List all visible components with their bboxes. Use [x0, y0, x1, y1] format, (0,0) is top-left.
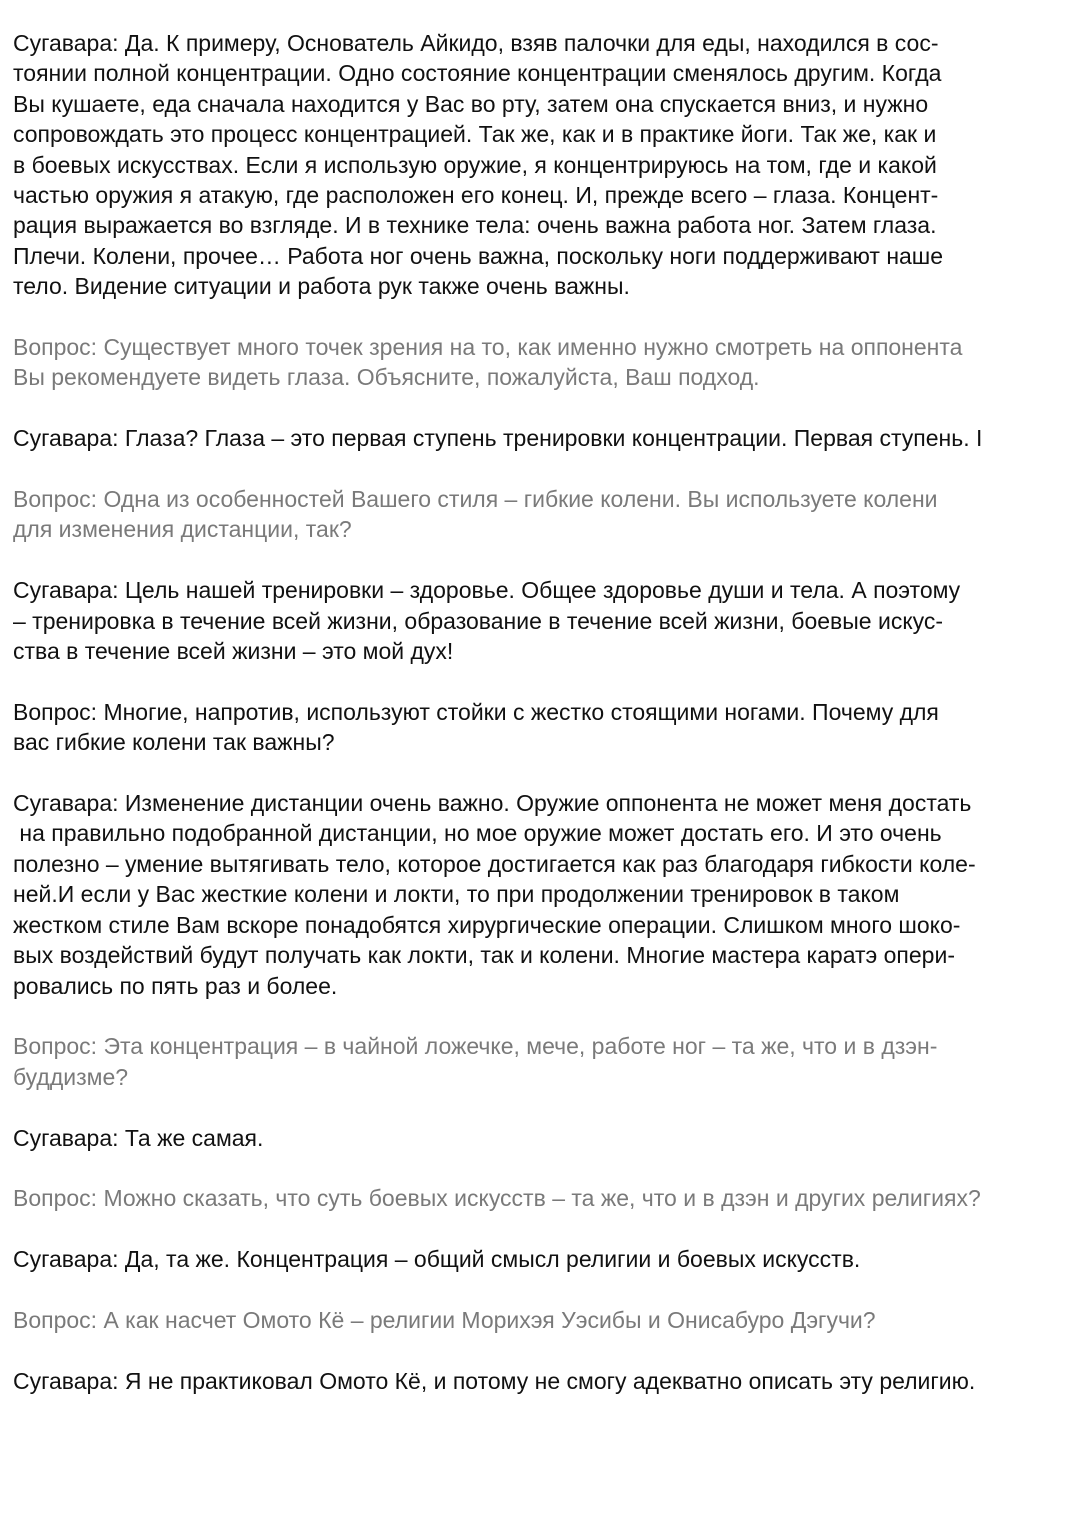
answer-paragraph — [13, 1123, 1080, 1153]
question-paragraph — [13, 1031, 1080, 1092]
text-line: в боевых искусствах. Если я использую оружие, я концентрируюсь на том, где и какой — [13, 151, 937, 178]
text-line: вас гибкие колени так важны? — [13, 729, 335, 756]
question-paragraph — [13, 332, 1080, 393]
text-line: вых воздействий будут получать как локти, так и колени. Многие мастера каратэ опери- — [13, 942, 955, 969]
question-paragraph-dark — [13, 697, 1080, 758]
answer-paragraph — [13, 1244, 1080, 1274]
answer-paragraph — [13, 28, 1080, 302]
text-line: тоянии полной концентрации. Одно состояние концентрации сменялось другим. Когда — [13, 60, 942, 87]
answer-paragraph — [13, 575, 1080, 666]
text-line: Плечи. Колени, прочее… Работа ног очень важна, поскольку ноги поддерживают наше — [13, 242, 944, 269]
text-line: Сугавара: Глаза? Глаза – это первая ступень тренировки концентрации. Первая ступень. I — [13, 425, 983, 452]
text-line: Вопрос: Существует много точек зрения на то, как именно нужно смотреть на оппонента — [13, 334, 963, 361]
answer-paragraph — [13, 788, 1080, 1001]
text-line: Вопрос: А как насчет Омото Кё – религии Морихэя Уэсибы и Онисабуро Дэгучи? — [13, 1306, 876, 1333]
question-paragraph — [13, 484, 1080, 545]
text-line: Вы рекомендуете видеть глаза. Объясните, пожалуйста, Ваш подход. — [13, 364, 760, 391]
document-body — [13, 28, 1080, 1426]
text-line: Вы кушаете, еда сначала находится у Вас во рту, затем она спускается вниз, и нужно — [13, 90, 929, 117]
text-line: для изменения дистанции, так? — [13, 516, 352, 543]
text-line: сопровождать это процесс концентрацией. Так же, как и в практике йоги. Так же, как и — [13, 121, 937, 148]
text-line: тело. Видение ситуации и работа рук также очень важны. — [13, 273, 630, 300]
question-paragraph — [13, 1305, 1080, 1335]
text-line: ней.И если у Вас жесткие колени и локти, то при продолжении тренировок в таком — [13, 881, 900, 908]
text-line: полезно – умение вытягивать тело, которое достигается как раз благодаря гибкости коле- — [13, 850, 976, 877]
text-line: – тренировка в течение всей жизни, образование в течение всей жизни, боевые искус- — [13, 607, 944, 634]
text-line: Сугавара: Цель нашей тренировки – здоровье. Общее здоровье души и тела. А поэтому — [13, 577, 961, 604]
question-paragraph — [13, 1183, 1080, 1213]
text-line: Сугавара: Да, та же. Концентрация – общий смысл религии и боевых искусств. — [13, 1246, 861, 1273]
text-line: ства в течение всей жизни – это мой дух! — [13, 638, 454, 665]
text-line: Вопрос: Многие, напротив, используют стойки с жестко стоящими ногами. Почему для — [13, 698, 939, 725]
text-line: Сугавара: Да. К примеру, Основатель Айкидо, взяв палочки для еды, находился в сос- — [13, 30, 939, 56]
text-line: буддизме? — [13, 1063, 129, 1090]
text-line: жестком стиле Вам вскоре понадобятся хирургические операции. Слишком много шоко- — [13, 911, 961, 938]
text-line: Сугавара: Изменение дистанции очень важно. Оружие оппонента не может меня достать — [13, 790, 972, 817]
answer-paragraph — [13, 423, 1080, 453]
text-line: на правильно подобранной дистанции, но мое оружие может достать его. И это очень — [13, 820, 942, 847]
text-line: Сугавара: Я не практиковал Омото Кё, и потому не смогу адекватно описать эту религию. — [13, 1367, 976, 1394]
text-line: Вопрос: Эта концентрация – в чайной ложечке, мече, работе ног – та же, что и в дзэн- — [13, 1033, 938, 1060]
text-line: частью оружия я атакую, где расположен его конец. И, прежде всего – глаза. Концент- — [13, 182, 939, 209]
text-line: рация выражается во взгляде. И в технике тела: очень важна работа ног. Затем глаза. — [13, 212, 937, 239]
text-line: Вопрос: Одна из особенностей Вашего стиля – гибкие колени. Вы используете колени — [13, 486, 938, 513]
text-line: Вопрос: Можно сказать, что суть боевых искусств – та же, что и в дзэн и других религиях? — [13, 1185, 981, 1212]
text-line: ровались по пять раз и более. — [13, 972, 338, 999]
answer-paragraph — [13, 1366, 1080, 1396]
text-line: Сугавара: Та же самая. — [13, 1124, 264, 1151]
